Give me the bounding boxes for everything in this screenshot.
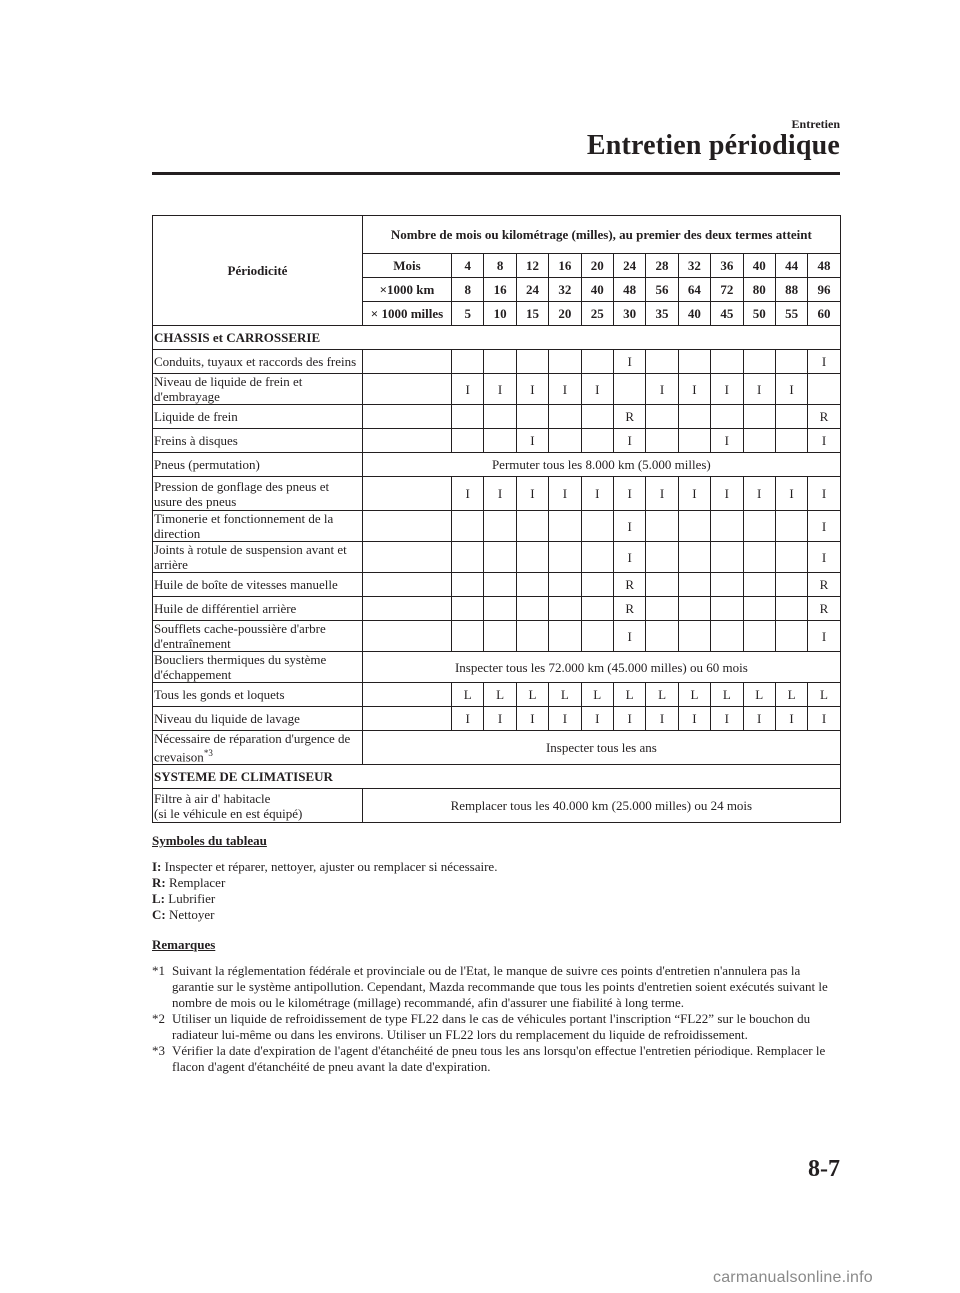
schedule-cell: I bbox=[452, 477, 484, 511]
schedule-cell: I bbox=[581, 477, 613, 511]
schedule-cell bbox=[581, 511, 613, 542]
schedule-cell: I bbox=[711, 707, 743, 731]
remark-number: *3 bbox=[152, 1043, 165, 1058]
schedule-cell bbox=[743, 621, 775, 652]
legend-key: L: bbox=[152, 891, 165, 906]
schedule-cell: I bbox=[484, 707, 516, 731]
remark-item bbox=[152, 1043, 842, 1075]
section-chassis-label: CHASSIS et CARROSSERIE bbox=[153, 326, 841, 350]
schedule-cell bbox=[646, 350, 678, 374]
schedule-cell bbox=[775, 621, 807, 652]
schedule-cell: L bbox=[646, 683, 678, 707]
mois-value: 12 bbox=[516, 254, 548, 278]
schedule-cell: I bbox=[484, 374, 516, 405]
legend-text: Remplacer bbox=[168, 875, 226, 890]
row-label: Niveau de liquide de frein et d'embrayage bbox=[153, 374, 363, 405]
schedule-cell bbox=[452, 597, 484, 621]
schedule-cell: L bbox=[549, 683, 581, 707]
schedule-cell bbox=[646, 597, 678, 621]
schedule-cell bbox=[775, 350, 807, 374]
miles-value: 35 bbox=[646, 302, 678, 326]
schedule-cell bbox=[711, 405, 743, 429]
schedule-cell bbox=[646, 542, 678, 573]
schedule-cell bbox=[646, 573, 678, 597]
row-label: Liquide de frein bbox=[153, 405, 363, 429]
schedule-cell: I bbox=[581, 374, 613, 405]
mois-value: 16 bbox=[549, 254, 581, 278]
schedule-cell bbox=[484, 405, 516, 429]
schedule-cell: I bbox=[516, 477, 548, 511]
schedule-cell: R bbox=[613, 573, 645, 597]
row-label: Conduits, tuyaux et raccords des freins bbox=[153, 350, 363, 374]
legend-key: C: bbox=[152, 907, 166, 922]
km-label: ×1000 km bbox=[363, 278, 452, 302]
miles-value: 45 bbox=[711, 302, 743, 326]
schedule-cell: I bbox=[678, 374, 710, 405]
page-title: Entretien périodique bbox=[586, 130, 840, 161]
table-row bbox=[153, 511, 841, 542]
blank-cell bbox=[363, 405, 452, 429]
schedule-cell bbox=[549, 350, 581, 374]
miles-value: 10 bbox=[484, 302, 516, 326]
schedule-cell bbox=[516, 573, 548, 597]
schedule-cell: L bbox=[711, 683, 743, 707]
blank-cell bbox=[363, 597, 452, 621]
schedule-cell: L bbox=[484, 683, 516, 707]
schedule-cell bbox=[581, 573, 613, 597]
schedule-cell: R bbox=[613, 405, 645, 429]
schedule-cell bbox=[549, 511, 581, 542]
legend-item bbox=[152, 891, 842, 907]
blank-cell bbox=[363, 707, 452, 731]
schedule-cell bbox=[549, 429, 581, 453]
table-row bbox=[153, 477, 841, 511]
miles-value: 5 bbox=[452, 302, 484, 326]
blank-cell bbox=[363, 374, 452, 405]
schedule-cell bbox=[452, 542, 484, 573]
section-clim-label: SYSTEME DE CLIMATISEUR bbox=[153, 765, 841, 789]
schedule-cell bbox=[452, 350, 484, 374]
schedule-cell: I bbox=[678, 477, 710, 511]
blank-cell bbox=[363, 573, 452, 597]
schedule-cell: I bbox=[613, 707, 645, 731]
schedule-cell: I bbox=[613, 477, 645, 511]
schedule-cell bbox=[484, 573, 516, 597]
blank-cell bbox=[363, 429, 452, 453]
mois-value: 32 bbox=[678, 254, 710, 278]
km-value: 8 bbox=[452, 278, 484, 302]
schedule-cell: L bbox=[743, 683, 775, 707]
schedule-cell: L bbox=[775, 683, 807, 707]
schedule-cell: R bbox=[808, 597, 840, 621]
row-label-line-2: (si le véhicule en est équipé) bbox=[154, 805, 303, 821]
schedule-cell bbox=[775, 542, 807, 573]
table-row bbox=[153, 652, 841, 683]
schedule-cell bbox=[452, 573, 484, 597]
schedule-cell bbox=[808, 374, 840, 405]
section-label: Entretien bbox=[791, 117, 840, 131]
schedule-cell: I bbox=[808, 429, 840, 453]
table-row-filtre bbox=[153, 789, 841, 823]
schedule-cell: I bbox=[808, 511, 840, 542]
schedule-cell bbox=[549, 621, 581, 652]
periodicite-header: Périodicité bbox=[153, 216, 363, 326]
row-label-line-1: Filtre à air d' habitacle bbox=[154, 790, 271, 806]
schedule-cell: I bbox=[516, 429, 548, 453]
schedule-cell bbox=[775, 597, 807, 621]
schedule-cell bbox=[775, 511, 807, 542]
schedule-cell bbox=[581, 350, 613, 374]
legend-text: Inspecter et réparer, nettoyer, ajuster ou remplacer si nécessaire. bbox=[164, 859, 498, 874]
legend-item bbox=[152, 875, 842, 891]
schedule-cell: L bbox=[808, 683, 840, 707]
section-row-clim bbox=[153, 765, 841, 789]
km-value: 40 bbox=[581, 278, 613, 302]
mois-value: 24 bbox=[613, 254, 645, 278]
mois-label: Mois bbox=[363, 254, 452, 278]
schedule-cell bbox=[775, 429, 807, 453]
schedule-cell bbox=[678, 621, 710, 652]
remark-text: Suivant la réglementation fédérale et provinciale ou de l'Etat, le manque de suivre ces points d'entretien n'annulera pas la garantie sur le système antipollution. Cependant, Mazda recommande que tous les points d'entretien soient exécutés suivant le nombre de mois ou le kilométrage (millage) recommandé, afin d'assurer une fiabilité à long terme. bbox=[172, 963, 828, 1010]
schedule-cell bbox=[549, 405, 581, 429]
row-label: Pneus (permutation) bbox=[153, 453, 363, 477]
table-row bbox=[153, 573, 841, 597]
table-row bbox=[153, 707, 841, 731]
miles-value: 55 bbox=[775, 302, 807, 326]
schedule-cell: I bbox=[646, 374, 678, 405]
legend-item bbox=[152, 907, 842, 923]
schedule-cell: I bbox=[549, 374, 581, 405]
remark-item bbox=[152, 963, 842, 1011]
schedule-cell bbox=[678, 429, 710, 453]
schedule-cell bbox=[516, 350, 548, 374]
mois-value: 28 bbox=[646, 254, 678, 278]
blank-cell bbox=[363, 511, 452, 542]
schedule-cell: I bbox=[484, 477, 516, 511]
schedule-cell: I bbox=[743, 374, 775, 405]
row-label: Huile de boîte de vitesses manuelle bbox=[153, 573, 363, 597]
schedule-cell bbox=[743, 511, 775, 542]
schedule-cell: I bbox=[549, 707, 581, 731]
schedule-cell: I bbox=[711, 477, 743, 511]
miles-value: 40 bbox=[678, 302, 710, 326]
mois-value: 20 bbox=[581, 254, 613, 278]
schedule-cell: I bbox=[516, 707, 548, 731]
table-row bbox=[153, 429, 841, 453]
row-label bbox=[153, 731, 363, 765]
schedule-cell bbox=[549, 597, 581, 621]
schedule-cell: I bbox=[743, 477, 775, 511]
schedule-cell: I bbox=[646, 477, 678, 511]
row-label: Boucliers thermiques du système d'échappement bbox=[153, 652, 363, 683]
mois-value: 48 bbox=[808, 254, 840, 278]
schedule-cell: I bbox=[743, 707, 775, 731]
schedule-cell bbox=[452, 511, 484, 542]
schedule-cell bbox=[743, 429, 775, 453]
schedule-cell: L bbox=[613, 683, 645, 707]
mois-value: 36 bbox=[711, 254, 743, 278]
schedule-cell bbox=[581, 405, 613, 429]
schedule-cell bbox=[581, 542, 613, 573]
schedule-cell bbox=[549, 542, 581, 573]
schedule-cell bbox=[484, 542, 516, 573]
schedule-cell bbox=[516, 597, 548, 621]
remarks-heading: Remarques bbox=[152, 937, 216, 952]
watermark: carmanualsonline.info bbox=[713, 1269, 873, 1286]
schedule-cell: I bbox=[516, 374, 548, 405]
remark-number: *1 bbox=[152, 963, 165, 978]
row-label-text: Nécessaire de réparation d'urgence de crevaison bbox=[154, 731, 351, 765]
schedule-cell bbox=[678, 405, 710, 429]
schedule-cell: I bbox=[775, 477, 807, 511]
schedule-cell: I bbox=[613, 350, 645, 374]
schedule-cell bbox=[613, 374, 645, 405]
row-label: Tous les gonds et loquets bbox=[153, 683, 363, 707]
schedule-cell bbox=[678, 542, 710, 573]
miles-value: 30 bbox=[613, 302, 645, 326]
blank-cell bbox=[363, 350, 452, 374]
blank-cell bbox=[363, 477, 452, 511]
table-row bbox=[153, 374, 841, 405]
km-value: 16 bbox=[484, 278, 516, 302]
span-cell: Inspecter tous les ans bbox=[363, 731, 841, 765]
miles-value: 60 bbox=[808, 302, 840, 326]
schedule-cell bbox=[452, 429, 484, 453]
km-value: 88 bbox=[775, 278, 807, 302]
schedule-cell bbox=[678, 573, 710, 597]
schedule-cell bbox=[452, 621, 484, 652]
schedule-cell bbox=[484, 429, 516, 453]
schedule-cell: L bbox=[452, 683, 484, 707]
row-label: Freins à disques bbox=[153, 429, 363, 453]
table-row bbox=[153, 453, 841, 477]
legend-item bbox=[152, 859, 842, 875]
schedule-cell bbox=[743, 573, 775, 597]
schedule-cell bbox=[484, 621, 516, 652]
km-value: 64 bbox=[678, 278, 710, 302]
schedule-cell bbox=[516, 511, 548, 542]
schedule-cell: I bbox=[613, 511, 645, 542]
schedule-cell: R bbox=[808, 405, 840, 429]
schedule-cell bbox=[711, 573, 743, 597]
schedule-cell bbox=[775, 405, 807, 429]
mois-value: 44 bbox=[775, 254, 807, 278]
mois-value: 8 bbox=[484, 254, 516, 278]
schedule-cell: I bbox=[581, 707, 613, 731]
schedule-cell bbox=[581, 597, 613, 621]
table-row-reparation bbox=[153, 731, 841, 765]
legend-text: Nettoyer bbox=[168, 907, 215, 922]
remark-text: Utiliser un liquide de refroidissement de type FL22 dans le cas de véhicules portant l'inscription “FL22” sur le bouchon du radiateur lui-même ou dans les environs. Utiliser un FL22 lors du remplacement du liquide de refroidissement. bbox=[172, 1011, 811, 1042]
miles-value: 15 bbox=[516, 302, 548, 326]
legend-key: R: bbox=[152, 875, 166, 890]
table-row bbox=[153, 621, 841, 652]
km-value: 48 bbox=[613, 278, 645, 302]
schedule-cell bbox=[646, 621, 678, 652]
schedule-cell bbox=[678, 597, 710, 621]
schedule-cell bbox=[581, 621, 613, 652]
schedule-cell: I bbox=[775, 707, 807, 731]
schedule-cell: I bbox=[613, 542, 645, 573]
miles-label: × 1000 milles bbox=[363, 302, 452, 326]
span-cell: Inspecter tous les 72.000 km (45.000 milles) ou 60 mois bbox=[363, 652, 841, 683]
span-cell: Remplacer tous les 40.000 km (25.000 milles) ou 24 mois bbox=[363, 789, 841, 823]
row-label: Joints à rotule de suspension avant et arrière bbox=[153, 542, 363, 573]
schedule-cell: R bbox=[808, 573, 840, 597]
schedule-cell: I bbox=[808, 707, 840, 731]
schedule-cell bbox=[743, 350, 775, 374]
remarks-section bbox=[152, 937, 842, 1075]
schedule-cell: I bbox=[808, 350, 840, 374]
schedule-cell: I bbox=[452, 374, 484, 405]
km-value: 24 bbox=[516, 278, 548, 302]
km-value: 96 bbox=[808, 278, 840, 302]
km-value: 56 bbox=[646, 278, 678, 302]
schedule-cell: I bbox=[613, 429, 645, 453]
mois-value: 40 bbox=[743, 254, 775, 278]
schedule-cell bbox=[743, 405, 775, 429]
schedule-cell: R bbox=[613, 597, 645, 621]
schedule-cell: I bbox=[808, 542, 840, 573]
schedule-cell bbox=[711, 597, 743, 621]
blank-cell bbox=[363, 542, 452, 573]
row-label: Huile de différentiel arrière bbox=[153, 597, 363, 621]
footnote-ref: *3 bbox=[203, 748, 213, 758]
legend-key: I: bbox=[152, 859, 162, 874]
row-label: Niveau du liquide de lavage bbox=[153, 707, 363, 731]
schedule-cell bbox=[581, 429, 613, 453]
table-row bbox=[153, 350, 841, 374]
schedule-cell: I bbox=[452, 707, 484, 731]
schedule-cell bbox=[711, 621, 743, 652]
row-label: Pression de gonflage des pneus et usure des pneus bbox=[153, 477, 363, 511]
remarks-list bbox=[152, 963, 842, 1075]
schedule-cell bbox=[743, 542, 775, 573]
schedule-cell bbox=[711, 542, 743, 573]
schedule-cell bbox=[711, 350, 743, 374]
km-value: 80 bbox=[743, 278, 775, 302]
miles-value: 50 bbox=[743, 302, 775, 326]
schedule-cell: I bbox=[808, 477, 840, 511]
schedule-cell bbox=[743, 597, 775, 621]
schedule-cell: L bbox=[516, 683, 548, 707]
symbols-section bbox=[152, 833, 842, 923]
maintenance-schedule-table bbox=[152, 215, 841, 823]
schedule-cell: I bbox=[678, 707, 710, 731]
schedule-cell: I bbox=[808, 621, 840, 652]
interval-header: Nombre de mois ou kilométrage (milles), au premier des deux termes atteint bbox=[363, 216, 841, 254]
schedule-cell bbox=[678, 350, 710, 374]
schedule-cell: I bbox=[646, 707, 678, 731]
mois-value: 4 bbox=[452, 254, 484, 278]
row-label: Timonerie et fonctionnement de la direction bbox=[153, 511, 363, 542]
schedule-cell bbox=[711, 511, 743, 542]
schedule-cell bbox=[775, 573, 807, 597]
schedule-cell bbox=[549, 573, 581, 597]
remark-text: Vérifier la date d'expiration de l'agent d'étanchéité de pneu tous les ans lorsqu'on effectue l'entretien périodique. Remplacer le flacon d'agent d'étanchéité de pneu avant la date d'expiration. bbox=[172, 1043, 826, 1074]
table-row bbox=[153, 683, 841, 707]
schedule-cell bbox=[646, 511, 678, 542]
schedule-cell bbox=[452, 405, 484, 429]
remark-item bbox=[152, 1011, 842, 1043]
blank-cell bbox=[363, 683, 452, 707]
miles-value: 25 bbox=[581, 302, 613, 326]
span-cell: Permuter tous les 8.000 km (5.000 milles) bbox=[363, 453, 841, 477]
table-row bbox=[153, 542, 841, 573]
header-rule bbox=[152, 172, 840, 175]
schedule-cell: I bbox=[613, 621, 645, 652]
page-number: 8-7 bbox=[808, 1156, 840, 1182]
table-row bbox=[153, 405, 841, 429]
schedule-cell bbox=[484, 350, 516, 374]
km-value: 32 bbox=[549, 278, 581, 302]
symbols-legend bbox=[152, 859, 842, 923]
schedule-cell: L bbox=[581, 683, 613, 707]
schedule-cell: I bbox=[711, 374, 743, 405]
km-value: 72 bbox=[711, 278, 743, 302]
miles-value: 20 bbox=[549, 302, 581, 326]
schedule-cell: I bbox=[549, 477, 581, 511]
schedule-cell bbox=[484, 597, 516, 621]
schedule-cell: I bbox=[711, 429, 743, 453]
schedule-cell bbox=[516, 542, 548, 573]
schedule-cell bbox=[646, 405, 678, 429]
schedule-cell bbox=[678, 511, 710, 542]
schedule-cell bbox=[516, 405, 548, 429]
table-row bbox=[153, 597, 841, 621]
blank-cell bbox=[363, 621, 452, 652]
schedule-cell bbox=[516, 621, 548, 652]
remark-number: *2 bbox=[152, 1011, 165, 1026]
schedule-cell: I bbox=[775, 374, 807, 405]
symbols-heading: Symboles du tableau bbox=[152, 833, 267, 848]
section-row-chassis bbox=[153, 326, 841, 350]
schedule-cell bbox=[646, 429, 678, 453]
schedule-cell: L bbox=[678, 683, 710, 707]
row-label: Soufflets cache-poussière d'arbre d'entraînement bbox=[153, 621, 363, 652]
row-label bbox=[153, 789, 363, 823]
legend-text: Lubrifier bbox=[168, 891, 216, 906]
schedule-cell bbox=[484, 511, 516, 542]
table-header-row bbox=[153, 216, 841, 254]
